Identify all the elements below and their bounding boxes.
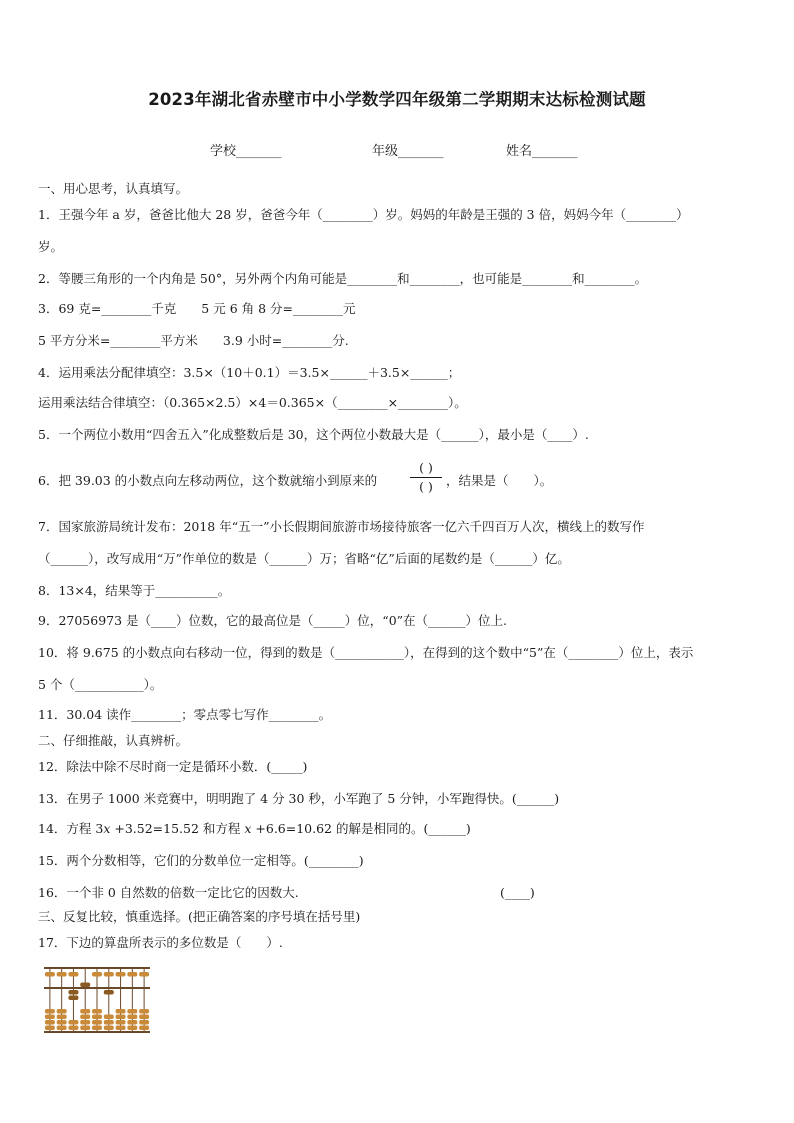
question-7: 7．国家旅游局统计发布：2018 年“五一”小长假期间旅游市场接待旅客一亿六千四百万人次，横线上的数写作 <box>38 519 645 534</box>
abacus-bead <box>127 1015 137 1020</box>
abacus-bead <box>139 1015 149 1020</box>
question-16: 16．一个非 0 自然数的倍数一定比它的因数大. <box>38 885 299 900</box>
abacus-bead <box>116 1020 126 1025</box>
abacus-bead <box>68 972 78 977</box>
fraction-numerator: ( ) <box>419 460 433 475</box>
name-field: 姓名_______ <box>506 144 578 159</box>
abacus-bead <box>104 990 114 995</box>
abacus-bead <box>116 1009 126 1014</box>
question-11: 11．30.04 读作________；零点零七写作________。 <box>38 707 332 722</box>
abacus-bead <box>104 1026 114 1031</box>
abacus-bead <box>139 1026 149 1031</box>
abacus-bead <box>104 1020 114 1025</box>
abacus-bead <box>57 1015 67 1020</box>
question-3: 3．69 克=________千克 5 元 6 角 8 分=________元 <box>38 301 356 316</box>
abacus-bead <box>80 1009 90 1014</box>
question-5: 5．一个两位小数用“四舍五入”化成整数后是 30，这个两位小数最大是（______），最小是（____）. <box>38 427 589 442</box>
question-14: 14．方程 3𝑥 +3.52=15.52 和方程 𝑥 +6.6=10.62 的解是相同的。(______) <box>38 821 471 836</box>
abacus-bead <box>68 1026 78 1031</box>
abacus-bead <box>92 972 102 977</box>
abacus-bead <box>45 1015 55 1020</box>
abacus-bead <box>68 996 78 1001</box>
question-12: 12．除法中除不尽时商一定是循环小数．(_____) <box>38 759 308 774</box>
question-17: 17．下边的算盘所表示的多位数是（ ）. <box>38 935 283 950</box>
question-3-cont: 5 平方分米=________平方米 3.9 小时=________分. <box>38 333 349 348</box>
abacus-bead <box>116 972 126 977</box>
abacus-bead <box>80 1015 90 1020</box>
abacus-bead <box>104 1015 114 1020</box>
fraction-bar <box>410 477 442 478</box>
abacus-bead <box>127 972 137 977</box>
abacus-bead <box>68 1020 78 1025</box>
grade-field: 年级_______ <box>372 144 444 159</box>
fraction-blank <box>410 460 442 495</box>
question-9: 9．27056973 是（____）位数，它的最高位是（_____）位，“0”在（______）位上. <box>38 613 508 628</box>
abacus-bead <box>45 972 55 977</box>
abacus-bead <box>104 972 114 977</box>
abacus-bead <box>127 1020 137 1025</box>
abacus-bead <box>45 1026 55 1031</box>
abacus-bead <box>80 1020 90 1025</box>
question-8: 8．13×4，结果等于__________。 <box>38 583 231 598</box>
abacus-bead <box>68 990 78 995</box>
question-10-cont: 5 个（___________）。 <box>38 677 163 692</box>
abacus-bead <box>57 1026 67 1031</box>
school-field: 学校_______ <box>210 144 282 159</box>
question-1: 1．王强今年 a 岁，爸爸比他大 28 岁，爸爸今年（________）岁。妈妈的年龄是王强的 3 倍，妈妈今年（________） <box>38 207 689 222</box>
section-2-heading: 二、仔细推敲，认真辨析。 <box>38 733 189 748</box>
page-title: 2023年湖北省赤壁市中小学数学四年级第二学期期末达标检测试题 <box>148 90 646 109</box>
abacus-bead <box>45 1009 55 1014</box>
abacus-bead <box>127 1009 137 1014</box>
abacus-bead <box>139 1020 149 1025</box>
fraction-denominator: ( ) <box>419 479 433 494</box>
question-1-cont: 岁。 <box>38 239 64 254</box>
abacus-bead <box>116 1026 126 1031</box>
question-15: 15．两个分数相等，它们的分数单位一定相等。(________) <box>38 853 364 868</box>
abacus-bead <box>92 1020 102 1025</box>
abacus-bead <box>92 1009 102 1014</box>
abacus-bead <box>127 1026 137 1031</box>
section-3-heading: 三、反复比较，慎重选择。(把正确答案的序号填在括号里) <box>38 909 361 924</box>
abacus-bead <box>116 1015 126 1020</box>
question-7-cont: （______），改写成用“万”作单位的数是（______）万；省略“亿”后面的尾数约是（______）亿。 <box>38 551 570 566</box>
question-4-cont: 运用乘法结合律填空：（0.365×2.5）×4＝0.365×（________×________）。 <box>38 395 467 410</box>
question-6-cont: ，结果是（ ）。 <box>446 473 553 488</box>
question-16-answer: (____) <box>500 885 535 900</box>
abacus-bead <box>80 983 90 988</box>
question-4: 4．运用乘法分配律填空：3.5×（10＋0.1）＝3.5×______＋3.5×______； <box>38 365 461 380</box>
abacus-image <box>40 966 154 1034</box>
abacus-bead <box>45 1020 55 1025</box>
abacus-bead <box>139 1009 149 1014</box>
abacus-bead <box>57 1020 67 1025</box>
abacus-bead <box>80 1026 90 1031</box>
question-6: 6．把 39.03 的小数点向左移动两位，这个数就缩小到原来的 <box>38 473 378 488</box>
abacus-bead <box>139 972 149 977</box>
question-13: 13．在男子 1000 米竞赛中，明明跑了 4 分 30 秒，小军跑了 5 分钟，小军跑得快。(______) <box>38 791 560 806</box>
abacus-bead <box>92 1015 102 1020</box>
section-1-heading: 一、用心思考，认真填写。 <box>38 181 189 196</box>
abacus-bead <box>57 972 67 977</box>
abacus-bead <box>92 1026 102 1031</box>
question-2: 2．等腰三角形的一个内角是 50°，另外两个内角可能是________和________，也可能是________和________。 <box>38 271 648 286</box>
abacus-bead <box>57 1009 67 1014</box>
question-10: 10．将 9.675 的小数点向右移动一位，得到的数是（___________），在得到的这个数中“5”在（________）位上，表示 <box>38 645 694 660</box>
